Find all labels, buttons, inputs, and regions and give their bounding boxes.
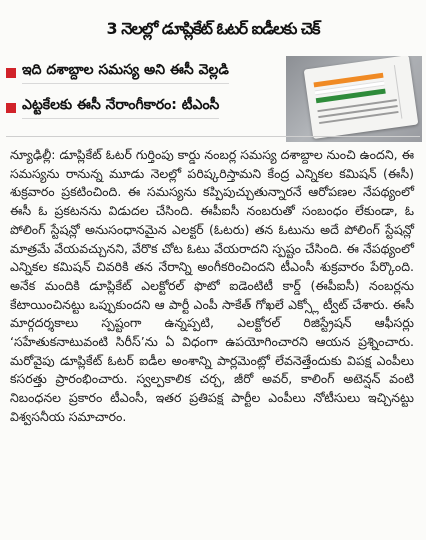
voter-id-card-image [286, 56, 422, 142]
headline: 3 నెలల్లో డూప్లికేట్ ఓటర్ ఐడీలకు చెక్ [106, 19, 320, 38]
red-square-bullet-icon [6, 103, 16, 113]
bullet-text: ఎట్టకేలకు ఈసీ నేరాంగీకారం: టీఎంసీ [22, 97, 219, 119]
red-square-bullet-icon [6, 68, 16, 78]
bullet-item [6, 60, 286, 86]
voter-id-card [304, 56, 419, 139]
card-text-lines [317, 99, 399, 128]
bullet-item [6, 95, 286, 121]
bullet-text: ఇది దశాబ్దాల సమస్య అని ఈసీ వెల్లడి [22, 62, 229, 84]
article-body: న్యూఢిల్లీ: డూప్లికేట్ ఓటర్ గుర్తింపు కార్డు నంబర్ల సమస్య దశాబ్దాల నుంచి ఉందని, ఈ సమస్యను రానున్న మూడు నెలల్లో పరిష్కరిస్తామని కేంద్ర ఎన్నికల కమిషన్ (ఈసీ) శుక్రవారం ప్రకటించింది. ఈ సమస్యను కప్పిపుచ్చుతున్నారనే ఆరోపణల నేపథ్యంలో ఈసీ ఓ ప్రకటనను విడుదల చేసింది. ఈపీఐసీ నంబరుతో సంబంధం లేకుండా, ఓ పోలింగ్ స్టేషన్లో అనుసంధానమైన ఎలక్టర్ (ఓటరు) తన ఓటును అదే పోలింగ్ స్టేషన్లో మాత్రమే వేయవచ్చునని, వేరొక చోట ఓటు వేయరాదని స్పష్టం చేసింది. ఈ నేపథ్యంలో ఎన్నికల కమిషన్ చివరికి తన నేరాన్ని అంగీకరించిందని టీఎంసీ శుక్రవారం పేర్కొంది. అనేక మందికి డూప్లికేట్ ఎలక్టోరల్ ఫొటో ఐడెంటిటీ కార్డ్ (ఈపీఐసీ) నంబర్లను కేటాయించినట్టు ఒప్పుకుందని ఆ పార్టీ ఎంపీ సాకేత్ గోఖలే ఎక్స్లో ట్వీట్ చేశారు. ఈసీ మార్గదర్శకాలు స్పష్టంగా ఉన్నప్పటి, ఎలక్టోరల్ రిజిస్ట్రేషన్ ఆఫీసర్లు ‘సహేతుకనాటువంటి సిరీస్’ను ఏ విధంగా ఉపయోగించారని ఆయన ప్రశ్నించారు. మరోవైపు డూప్లికేట్ ఓటర్ ఐడీల అంశాన్ని పార్లమెంట్లో లేవనెత్తేందుకు విపక్ష ఎంపీలు కసరత్తు ప్రారంభించారు. స్వల్పకాలిక చర్చ, జీరో అవర్, కాలింగ్ అటెన్షన్ వంటి నిబంధనల ప్రకారం టీఎంసీ, ఇతర ప్రతిపక్ష పార్టీల ఎంపీలు నోటీసులు ఇచ్చినట్టు విశ్వసనీయ సమాచారం. [10, 147, 414, 424]
highlight-bullets [6, 60, 286, 130]
divider [6, 136, 420, 137]
